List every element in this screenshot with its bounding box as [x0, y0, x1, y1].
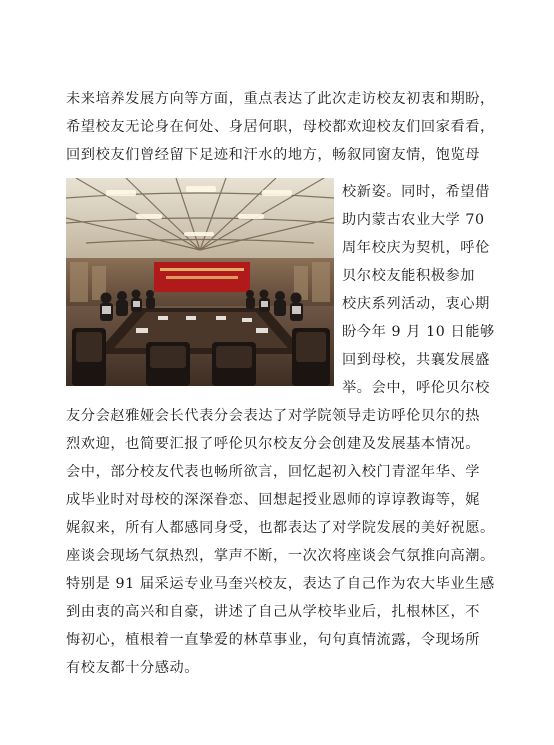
paragraph-line: 成毕业时对母校的深深眷恋、回想起授业恩师的谆谆教诲等，娓	[66, 492, 481, 508]
paragraph-line: 盼今年 9 月 10 日能够	[342, 324, 495, 340]
paragraph-line: 座谈会现场气氛热烈，掌声不断，一次次将座谈会气氛推向高潮。	[66, 548, 495, 564]
paragraph-line: 校新姿。同时，希望借	[342, 184, 490, 200]
paragraph-line: 友分会赵雅娅会长代表分会表达了对学院领导走访呼伦贝尔的热	[66, 408, 481, 424]
paragraph-line: 悔初心，植根着一直挚爱的林草事业，句句真情流露，令现场所	[66, 632, 481, 648]
paragraph-line: 烈欢迎，也简要汇报了呼伦贝尔校友分会创建及发展基本情况。	[66, 436, 481, 452]
paragraph-line: 周年校庆为契机，呼伦	[342, 240, 490, 256]
paragraph-line: 会中，部分校友代表也畅所欲言，回忆起初入校门青涩年华、学	[66, 464, 481, 480]
paragraph-line: 校庆系列活动，衷心期	[342, 296, 490, 312]
paragraph-line: 特别是 91 届采运专业马奎兴校友，表达了自己作为农大毕业生感	[66, 576, 495, 592]
meeting-photo	[66, 178, 334, 386]
paragraph-line: 助内蒙古农业大学 70	[342, 212, 485, 228]
paragraph-line: 希望校友无论身在何处、身居何职，母校都欢迎校友们回家看看，	[66, 119, 495, 135]
paragraph-line: 举。会中，呼伦贝尔校	[342, 380, 490, 396]
paragraph-line: 到由衷的高兴和自豪，讲述了自己从学校毕业后，扎根林区，不	[66, 604, 481, 620]
paragraph-line: 回到校友们曾经留下足迹和汗水的地方，畅叙同窗友情，饱览母	[66, 147, 481, 163]
paragraph-line: 有校友都十分感动。	[66, 660, 200, 676]
paragraph-line: 未来培养发展方向等方面，重点表达了此次走访校友初衷和期盼，	[66, 91, 495, 107]
paragraph-line: 贝尔校友能积极参加	[342, 268, 476, 284]
paragraph-line: 娓叙来，所有人都感同身受，也都表达了对学院发展的美好祝愿。	[66, 520, 495, 536]
paragraph-line: 回到母校，共襄发展盛	[342, 352, 490, 368]
